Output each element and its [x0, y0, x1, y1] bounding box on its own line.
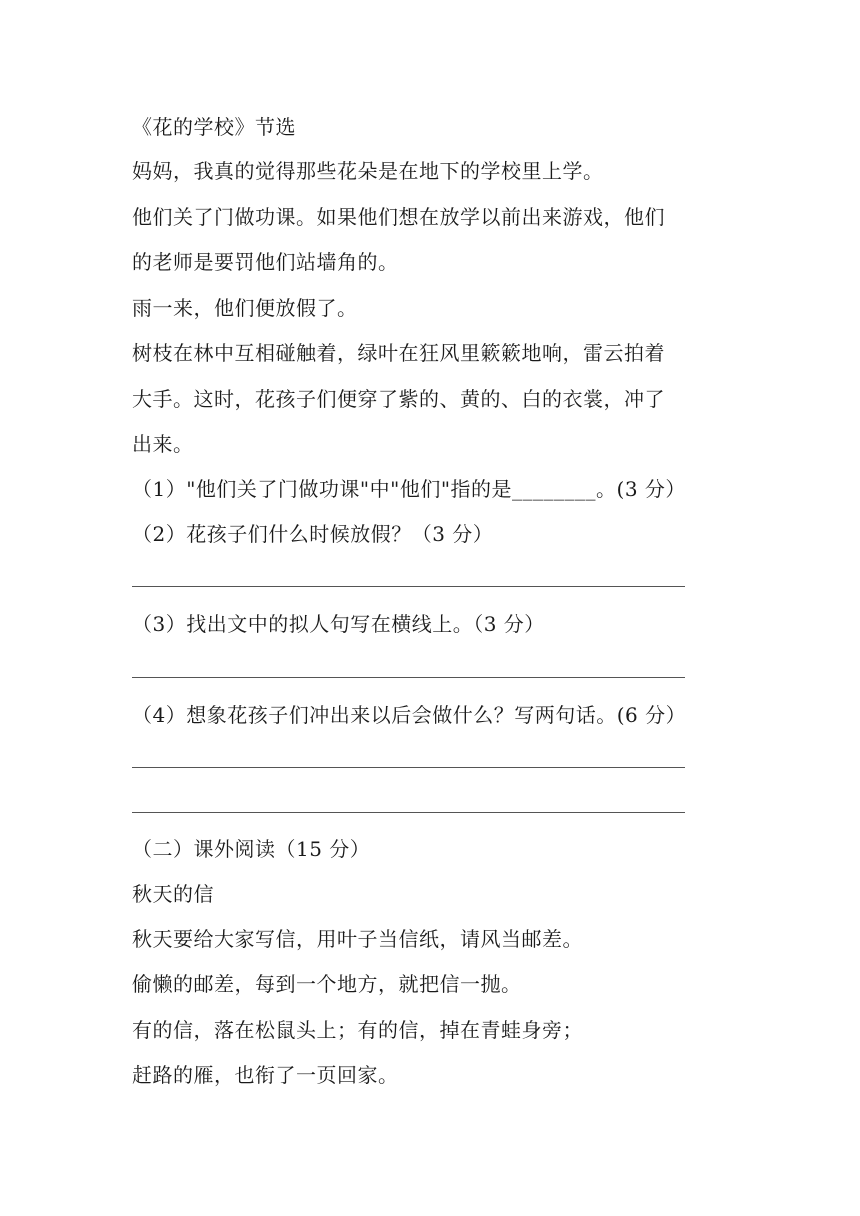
answer-line-q4-1[interactable]	[132, 767, 685, 768]
section-heading: （二）课外阅读（15 分）	[132, 837, 371, 861]
passage2-paragraph: 有的信，落在松鼠头上；有的信，掉在青蛙身旁；	[132, 1018, 583, 1042]
passage-paragraph: 他们关了门做功课。如果他们想在放学以前出来游戏，他们	[132, 205, 665, 229]
question-4: （4）想象花孩子们冲出来以后会做什么？写两句话。(6 分）	[132, 703, 687, 727]
passage2-title: 秋天的信	[132, 882, 214, 906]
passage2-paragraph: 秋天要给大家写信，用叶子当信纸，请风当邮差。	[132, 927, 583, 951]
passage-paragraph: 雨一来，他们便放假了。	[132, 296, 358, 320]
question-2: （2）花孩子们什么时候放假？（3 分）	[132, 522, 494, 546]
question-1: （1）"他们关了门做功课"中"他们"指的是________。(3 分）	[132, 477, 686, 501]
passage-paragraph: 出来。	[132, 432, 194, 456]
passage2-paragraph: 偷懒的邮差，每到一个地方，就把信一抛。	[132, 972, 522, 996]
question-3: （3）找出文中的拟人句写在横线上。（3 分）	[132, 612, 545, 636]
answer-line-q4-2[interactable]	[132, 812, 685, 813]
passage-paragraph: 妈妈，我真的觉得那些花朵是在地下的学校里上学。	[132, 159, 604, 183]
passage-paragraph: 的老师是要罚他们站墙角的。	[132, 250, 399, 274]
passage2-paragraph: 赶路的雁，也衔了一页回家。	[132, 1063, 399, 1087]
answer-line-q2[interactable]	[132, 586, 685, 587]
passage-title: 《花的学校》节选	[132, 115, 296, 139]
passage-paragraph: 树枝在林中互相碰触着，绿叶在狂风里簌簌地响，雷云拍着	[132, 341, 665, 365]
passage-paragraph: 大手。这时，花孩子们便穿了紫的、黄的、白的衣裳，冲了	[132, 387, 665, 411]
answer-line-q3[interactable]	[132, 677, 685, 678]
